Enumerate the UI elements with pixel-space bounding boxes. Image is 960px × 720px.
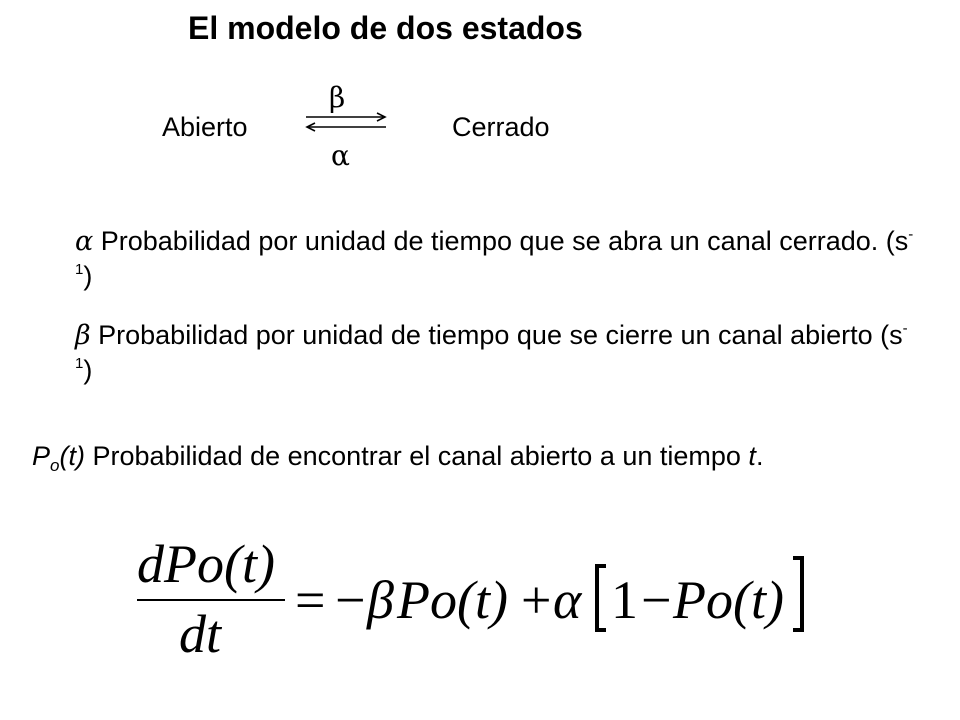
po-argument: (t) — [59, 441, 85, 471]
beta-symbol: β — [75, 320, 91, 351]
equation-alpha: α — [553, 570, 582, 630]
beta-rate-symbol: β — [329, 81, 346, 114]
po-definition-end: . — [755, 441, 764, 471]
equation-po-term-1: Po(t) — [397, 570, 508, 630]
open-probability-definition — [32, 441, 764, 475]
plus-sign: + — [521, 570, 552, 630]
alpha-symbol: α — [75, 226, 94, 257]
alpha-unit-exponent: -1 — [75, 226, 914, 278]
kinetic-equation — [135, 530, 825, 660]
beta-definition — [75, 318, 915, 387]
po-definition-text: Probabilidad de encontrar el canal abierto a un tiempo — [92, 441, 741, 471]
minus-sign: − — [335, 570, 366, 630]
alpha-definition-text: Probabilidad por unidad de tiempo que se abra un canal cerrado. (s — [100, 226, 909, 256]
equation-po-term-2: Po(t) — [673, 570, 784, 630]
po-symbol: P — [32, 441, 51, 471]
alpha-rate-symbol: α — [331, 139, 350, 172]
state-open-label: Abierto — [162, 112, 248, 142]
alpha-definition — [75, 224, 915, 293]
beta-unit-exponent: -1 — [75, 320, 908, 372]
equation-numerator: dPo(t) — [137, 534, 275, 594]
slide-title: El modelo de dos estados — [188, 10, 583, 46]
left-bracket — [597, 566, 606, 630]
time-variable: t — [748, 441, 756, 471]
inner-minus-sign: − — [641, 570, 672, 630]
equation-beta: β — [367, 570, 394, 630]
state-closed-label: Cerrado — [452, 112, 550, 142]
equation-denominator: dt — [179, 604, 222, 660]
equation-one: 1 — [611, 570, 638, 630]
reversible-arrows — [300, 110, 392, 134]
alpha-unit-close: ) — [83, 261, 93, 291]
beta-unit-close: ) — [83, 355, 93, 385]
equals-sign: = — [295, 570, 326, 630]
po-subscript: o — [50, 456, 60, 475]
beta-definition-text: Probabilidad por unidad de tiempo que se cierre un canal abierto (s — [98, 320, 903, 350]
right-bracket — [793, 558, 802, 630]
